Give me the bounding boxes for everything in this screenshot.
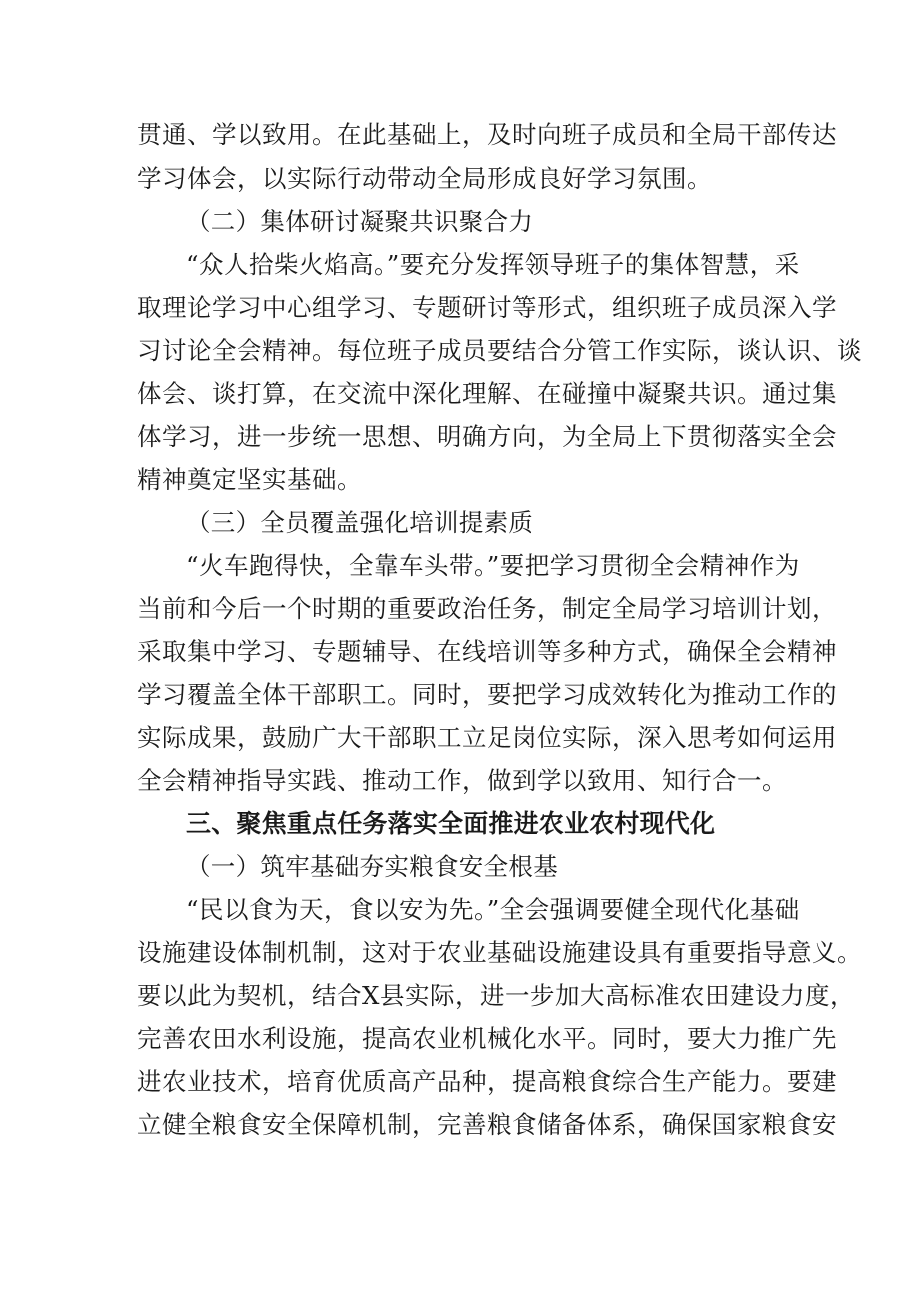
paragraph-line: 设施建设体制机制，这对于农业基础设施建设具有重要指导意义。 <box>137 938 862 967</box>
section-subheading: （三）全员覆盖强化培训提素质 <box>186 508 534 537</box>
paragraph-line: 全会精神指导实践、推动工作，做到学以致用、知行合一。 <box>137 766 787 795</box>
paragraph-line: 精神奠定坚实基础。 <box>137 465 362 494</box>
paragraph-line: 学习覆盖全体干部职工。同时，要把学习成效转化为推动工作的 <box>137 680 837 709</box>
paragraph-line: 采取集中学习、专题辅导、在线培训等多种方式，确保全会精神 <box>137 637 837 666</box>
paragraph-line: 要以此为契机，结合X县实际，进一步加大高标准农田建设力度， <box>137 981 855 1010</box>
paragraph-line: 体学习，进一步统一思想、明确方向，为全局上下贯彻落实全会 <box>137 422 837 451</box>
paragraph-line: 实际成果，鼓励广大干部职工立足岗位实际，深入思考如何运用 <box>137 723 837 752</box>
paragraph-line: 学习体会，以实际行动带动全局形成良好学习氛围。 <box>137 164 712 193</box>
paragraph-line: “众人拾柴火焰高。”要充分发挥领导班子的集体智慧，采 <box>186 250 800 279</box>
paragraph-line: 当前和今后一个时期的重要政治任务，制定全局学习培训计划， <box>137 594 837 623</box>
paragraph-line: 习讨论全会精神。每位班子成员要结合分管工作实际，谈认识、谈 <box>137 336 862 365</box>
paragraph-line: “火车跑得快，全靠车头带。”要把学习贯彻全会精神作为 <box>186 551 800 580</box>
paragraph-line: 贯通、学以致用。在此基础上，及时向班子成员和全局干部传达 <box>137 120 837 149</box>
paragraph-line: 体会、谈打算，在交流中深化理解、在碰撞中凝聚共识。通过集 <box>137 379 837 408</box>
paragraph-line: 进农业技术，培育优质高产品种，提高粮食综合生产能力。要建 <box>137 1067 837 1096</box>
paragraph-line: 立健全粮食安全保障机制，完善粮食储备体系，确保国家粮食安 <box>137 1110 837 1139</box>
paragraph-line: “民以食为天，食以安为先。”全会强调要健全现代化基础 <box>186 895 800 924</box>
paragraph-line: 完善农田水利设施，提高农业机械化水平。同时，要大力推广先 <box>137 1024 837 1053</box>
section-subheading: （一）筑牢基础夯实粮食安全根基 <box>186 852 558 881</box>
section-heading: 三、聚焦重点任务落实全面推进农业农村现代化 <box>186 809 716 838</box>
paragraph-line: 取理论学习中心组学习、专题研讨等形式，组织班子成员深入学 <box>137 293 837 322</box>
section-subheading: （二）集体研讨凝聚共识聚合力 <box>186 207 534 236</box>
